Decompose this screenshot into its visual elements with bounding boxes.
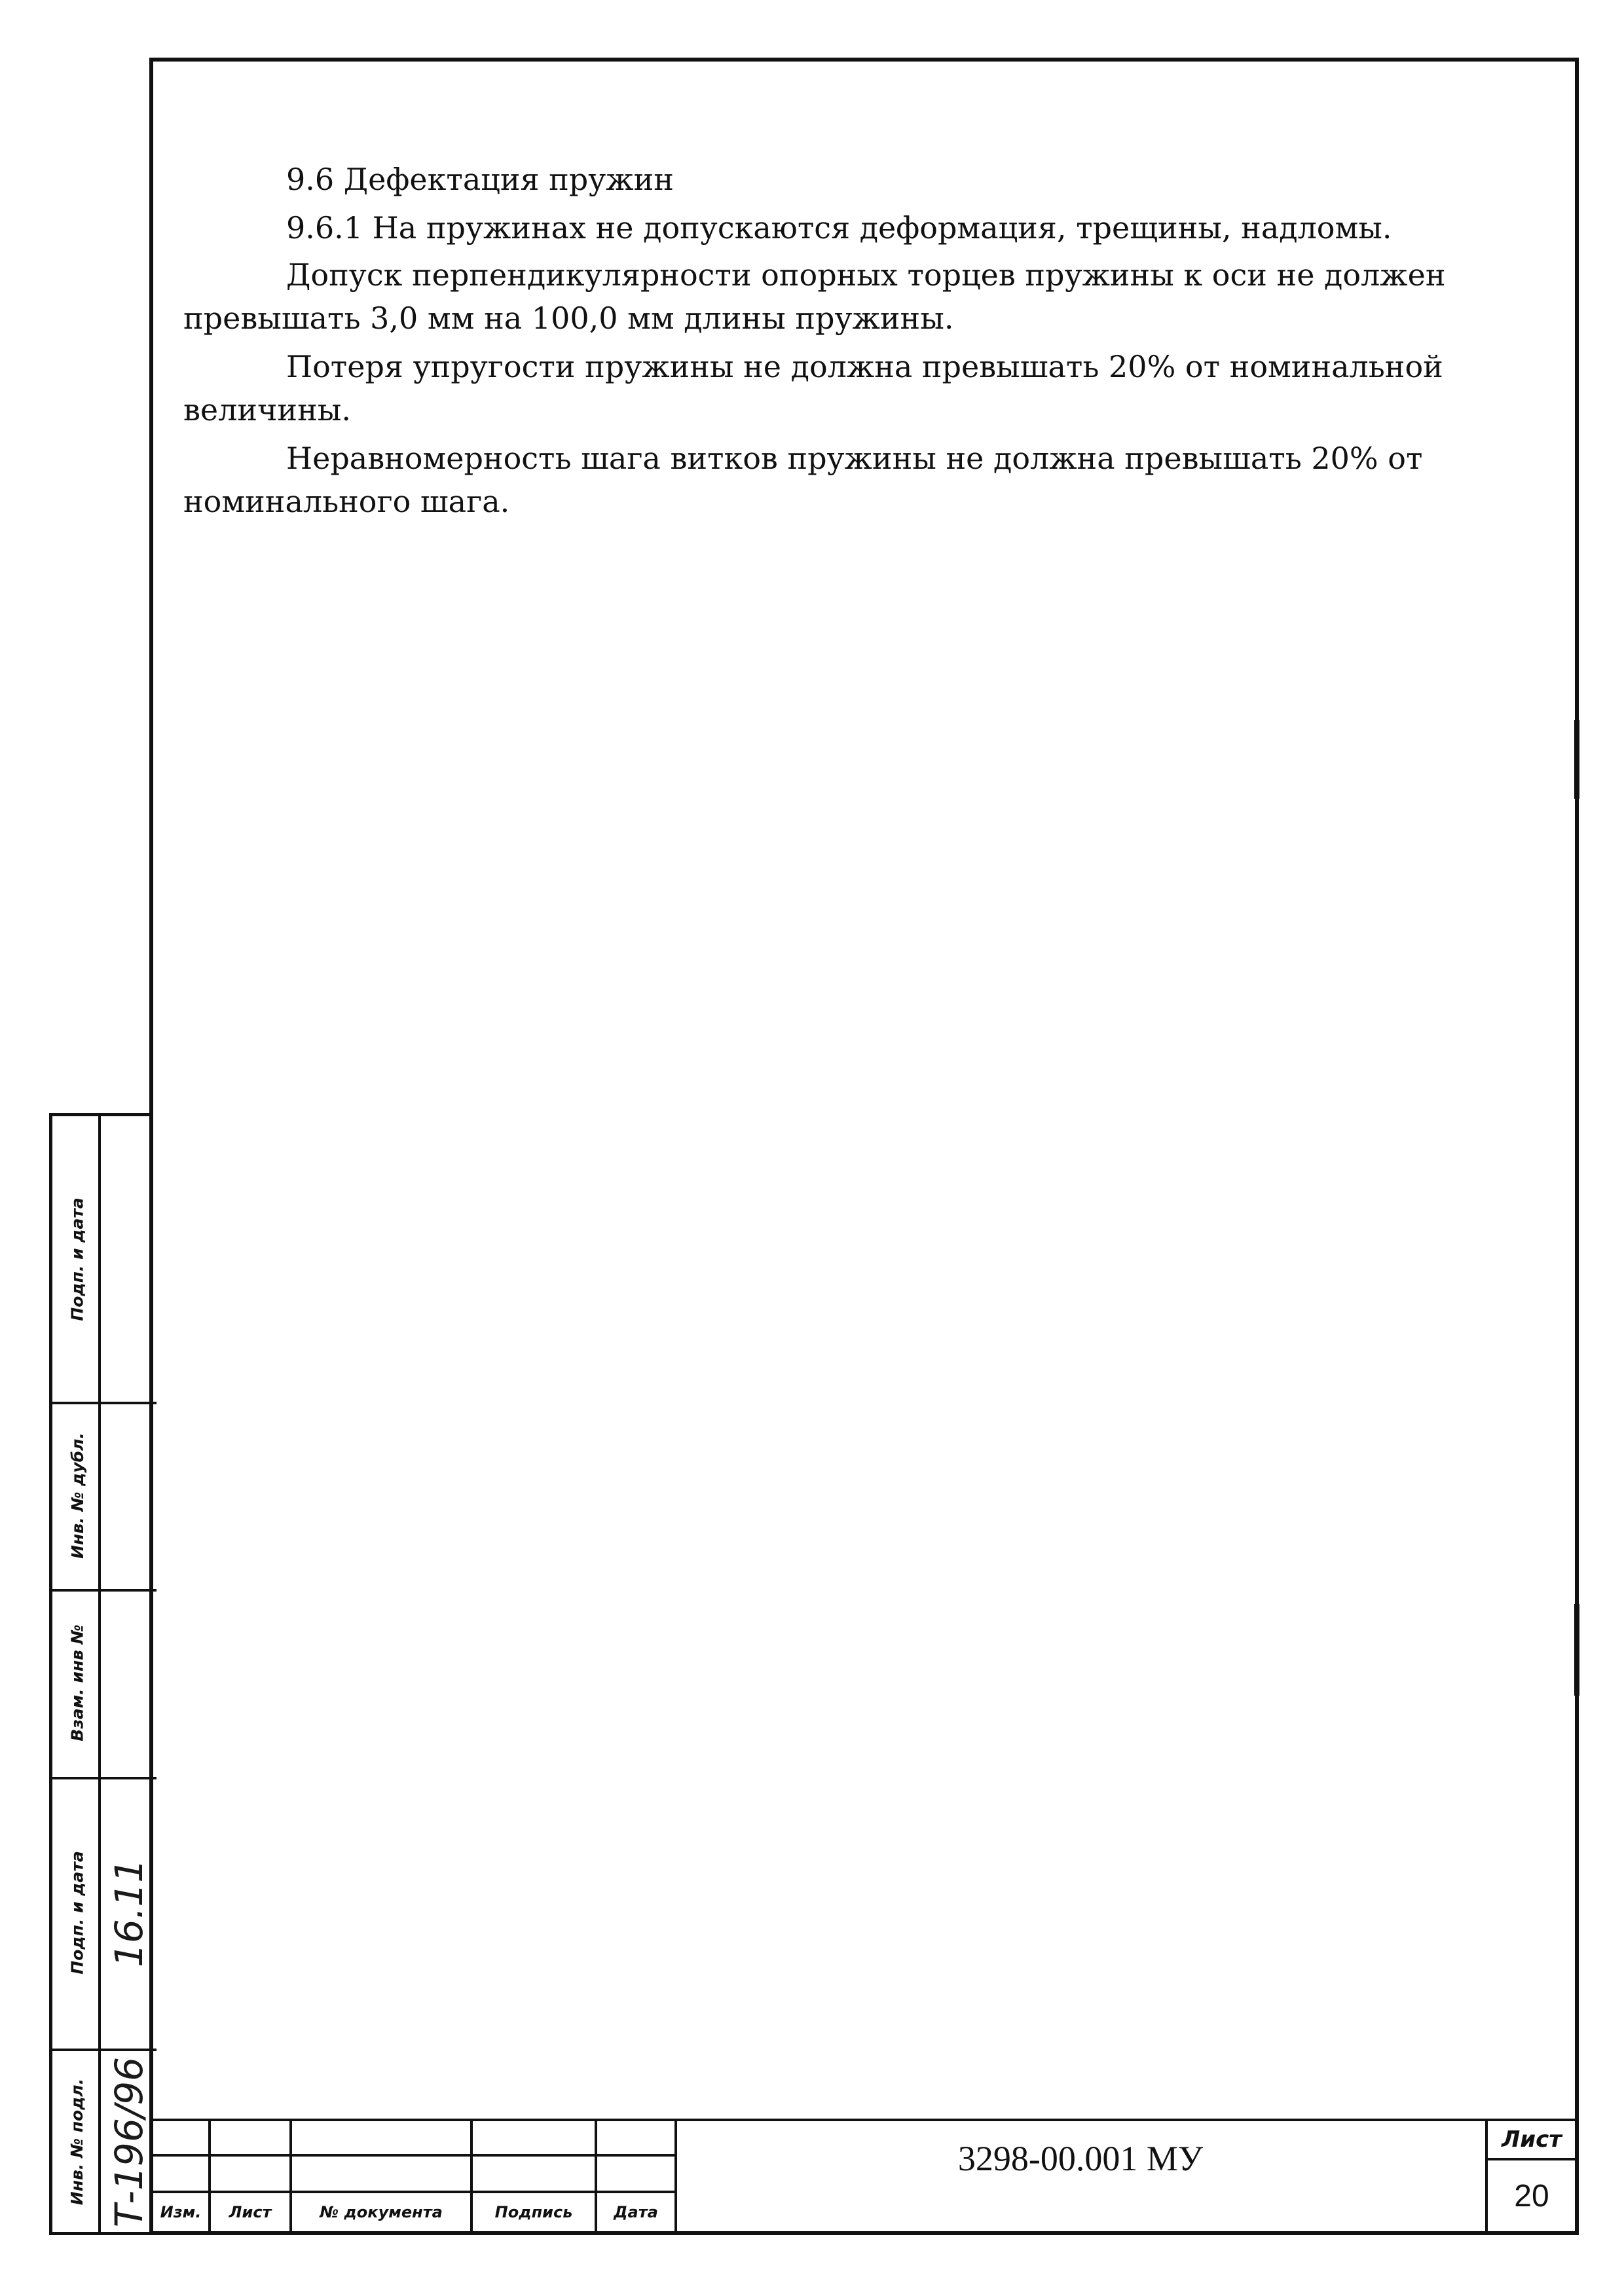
- paragraph-elasticity-line2: величины.: [183, 392, 351, 428]
- side-label-sign-date-2: Подп. и дата: [67, 1851, 87, 1975]
- side-label-replace-inv: Взам. инв №: [67, 1624, 87, 1741]
- sheet-number: 20: [1514, 2178, 1549, 2214]
- side-label-sign-date-1: Подп. и дата: [67, 1197, 87, 1321]
- side-strip: [49, 1113, 153, 2235]
- section-heading: 9.6 Дефектация пружин: [286, 162, 674, 197]
- side-label-orig-inv: Инв. № подл.: [67, 2078, 87, 2206]
- side-label-dup-inv: Инв. № дубл.: [67, 1432, 87, 1559]
- column-label-document-no: № документа: [320, 2203, 443, 2221]
- sheet-label: Лист: [1502, 2126, 1562, 2153]
- column-label-date: Дата: [614, 2203, 658, 2221]
- handwritten-inventory-number: Т-196/96: [107, 2056, 151, 2227]
- column-label-signature: Подпись: [494, 2203, 573, 2221]
- column-label-change: Изм.: [160, 2203, 202, 2221]
- handwritten-date: 16.11: [107, 1858, 152, 1967]
- paragraph-tolerance-line1: Допуск перпендикулярности опорных торцев пружины к оси не должен: [286, 257, 1446, 293]
- document-code: 3298-00.001 МУ: [957, 2139, 1204, 2178]
- paragraph-elasticity-line1: Потеря упругости пружины не должна превышать 20% от номинальной: [286, 349, 1443, 384]
- paragraph-tolerance-line2: превышать 3,0 мм на 100,0 мм длины пружины.: [183, 301, 954, 336]
- paragraph-9-6-1: 9.6.1 На пружинах не допускаются деформация, трещины, надломы.: [286, 210, 1392, 246]
- paragraph-pitch-line2: номинального шага.: [183, 484, 510, 519]
- scan-edge-mark: [1574, 1604, 1579, 1696]
- paragraph-pitch-line1: Неравномерность шага витков пружины не должна превышать 20% от: [286, 441, 1423, 476]
- column-label-sheet: Лист: [229, 2203, 272, 2221]
- scan-edge-mark: [1574, 720, 1579, 799]
